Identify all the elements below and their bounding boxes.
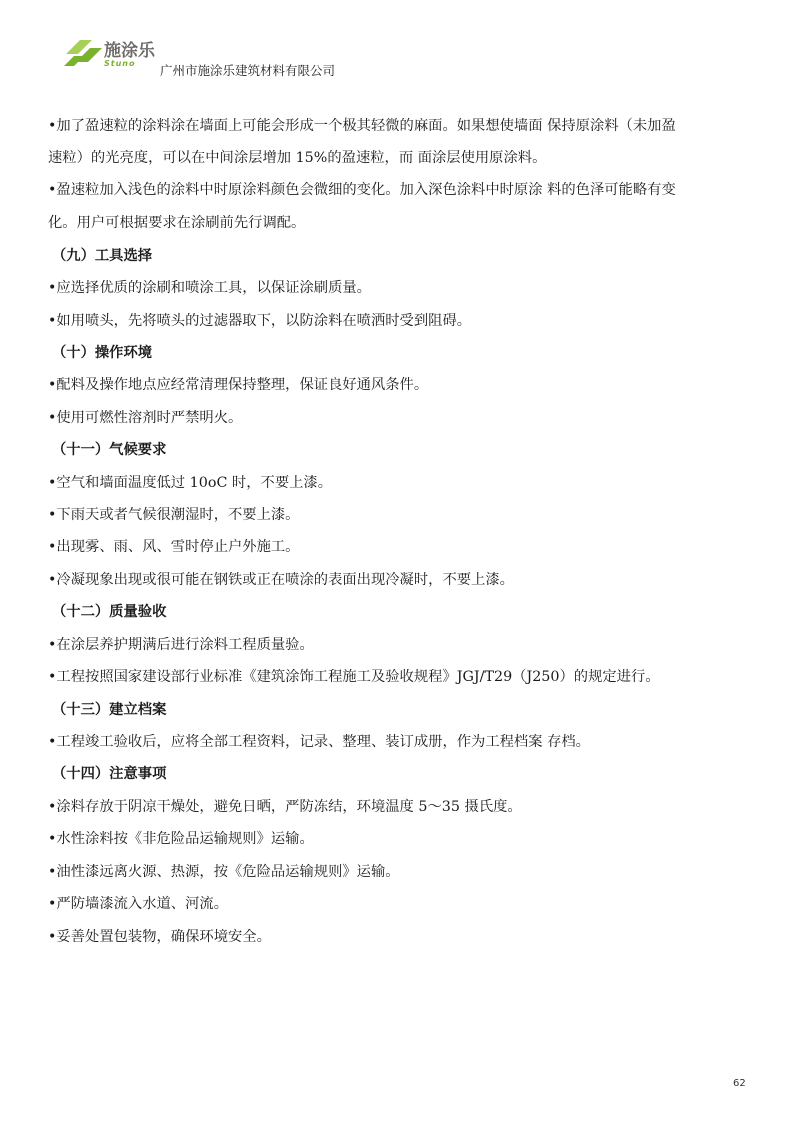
body-line: •严防墙漆流入水道、河流。: [48, 896, 228, 912]
body-line: •盈速粒加入浅色的涂料中时原涂料颜色会微细的变化。加入深色涂料中时原涂 料的色泽可能略有变: [48, 182, 676, 198]
section-heading: （十）操作环境: [52, 345, 153, 361]
body-line: •加了盈速粒的涂料涂在墙面上可能会形成一个极其轻微的麻面。如果想使墙面 保持原涂料（未加盈: [48, 118, 676, 134]
body-line: 速粒）的光亮度，可以在中间涂层增加 15%的盈速粒，而 面涂层使用原涂料。: [48, 150, 547, 166]
body-line: •应选择优质的涂刷和喷涂工具，以保证涂刷质量。: [48, 280, 371, 296]
logo-brand-english: Stuno: [104, 59, 136, 68]
body-line: •工程按照国家建设部行业标准《建筑涂饰工程施工及验收规程》JGJ/T29（J250）的规定进行。: [48, 669, 660, 685]
section-heading: （十四）注意事项: [52, 766, 167, 782]
section-heading: （十一）气候要求: [52, 442, 167, 458]
body-line: •妥善处置包装物，确保环境安全。: [48, 929, 271, 945]
body-line: •出现雾、雨、风、雪时停止户外施工。: [48, 539, 300, 555]
logo-brand-chinese: 施涂乐: [104, 41, 155, 61]
body-line: •油性漆远离火源、热源，按《危险品运输规则》运输。: [48, 864, 400, 880]
body-line: •使用可燃性溶剂时严禁明火。: [48, 410, 243, 426]
body-line: •配料及操作地点应经常清理保持整理，保证良好通风条件。: [48, 377, 429, 393]
body-line: •水性涂料按《非危险品运输规则》运输。: [48, 831, 314, 847]
section-heading: （九）工具选择: [52, 248, 153, 264]
body-line: •空气和墙面温度低过 10oC 时，不要上漆。: [48, 475, 333, 491]
page-number: 62: [733, 1078, 746, 1089]
body-line: •如用喷头，先将喷头的过滤器取下，以防涂料在喷洒时受到阻碍。: [48, 313, 472, 329]
body-line: •工程竣工验收后，应将全部工程资料，记录、整理、装订成册，作为工程档案 存档。: [48, 734, 590, 750]
section-heading: （十三）建立档案: [52, 702, 167, 718]
section-heading: （十二）质量验收: [52, 604, 167, 620]
company-name: 广州市施涂乐建筑材料有限公司: [160, 63, 336, 78]
body-line: •下雨天或者气候很潮湿时，不要上漆。: [48, 507, 300, 523]
body-line: •在涂层养护期满后进行涂料工程质量验。: [48, 637, 314, 653]
page-header: [62, 30, 462, 80]
body-line: •冷凝现象出现或很可能在钢铁或正在喷涂的表面出现冷凝时，不要上漆。: [48, 572, 514, 588]
logo-leaf-icon: [62, 32, 104, 74]
body-line: 化。用户可根据要求在涂刷前先行调配。: [48, 215, 306, 231]
body-line: •涂料存放于阴凉干燥处，避免日晒，严防冻结，环境温度 5～35 摄氏度。: [48, 799, 522, 815]
